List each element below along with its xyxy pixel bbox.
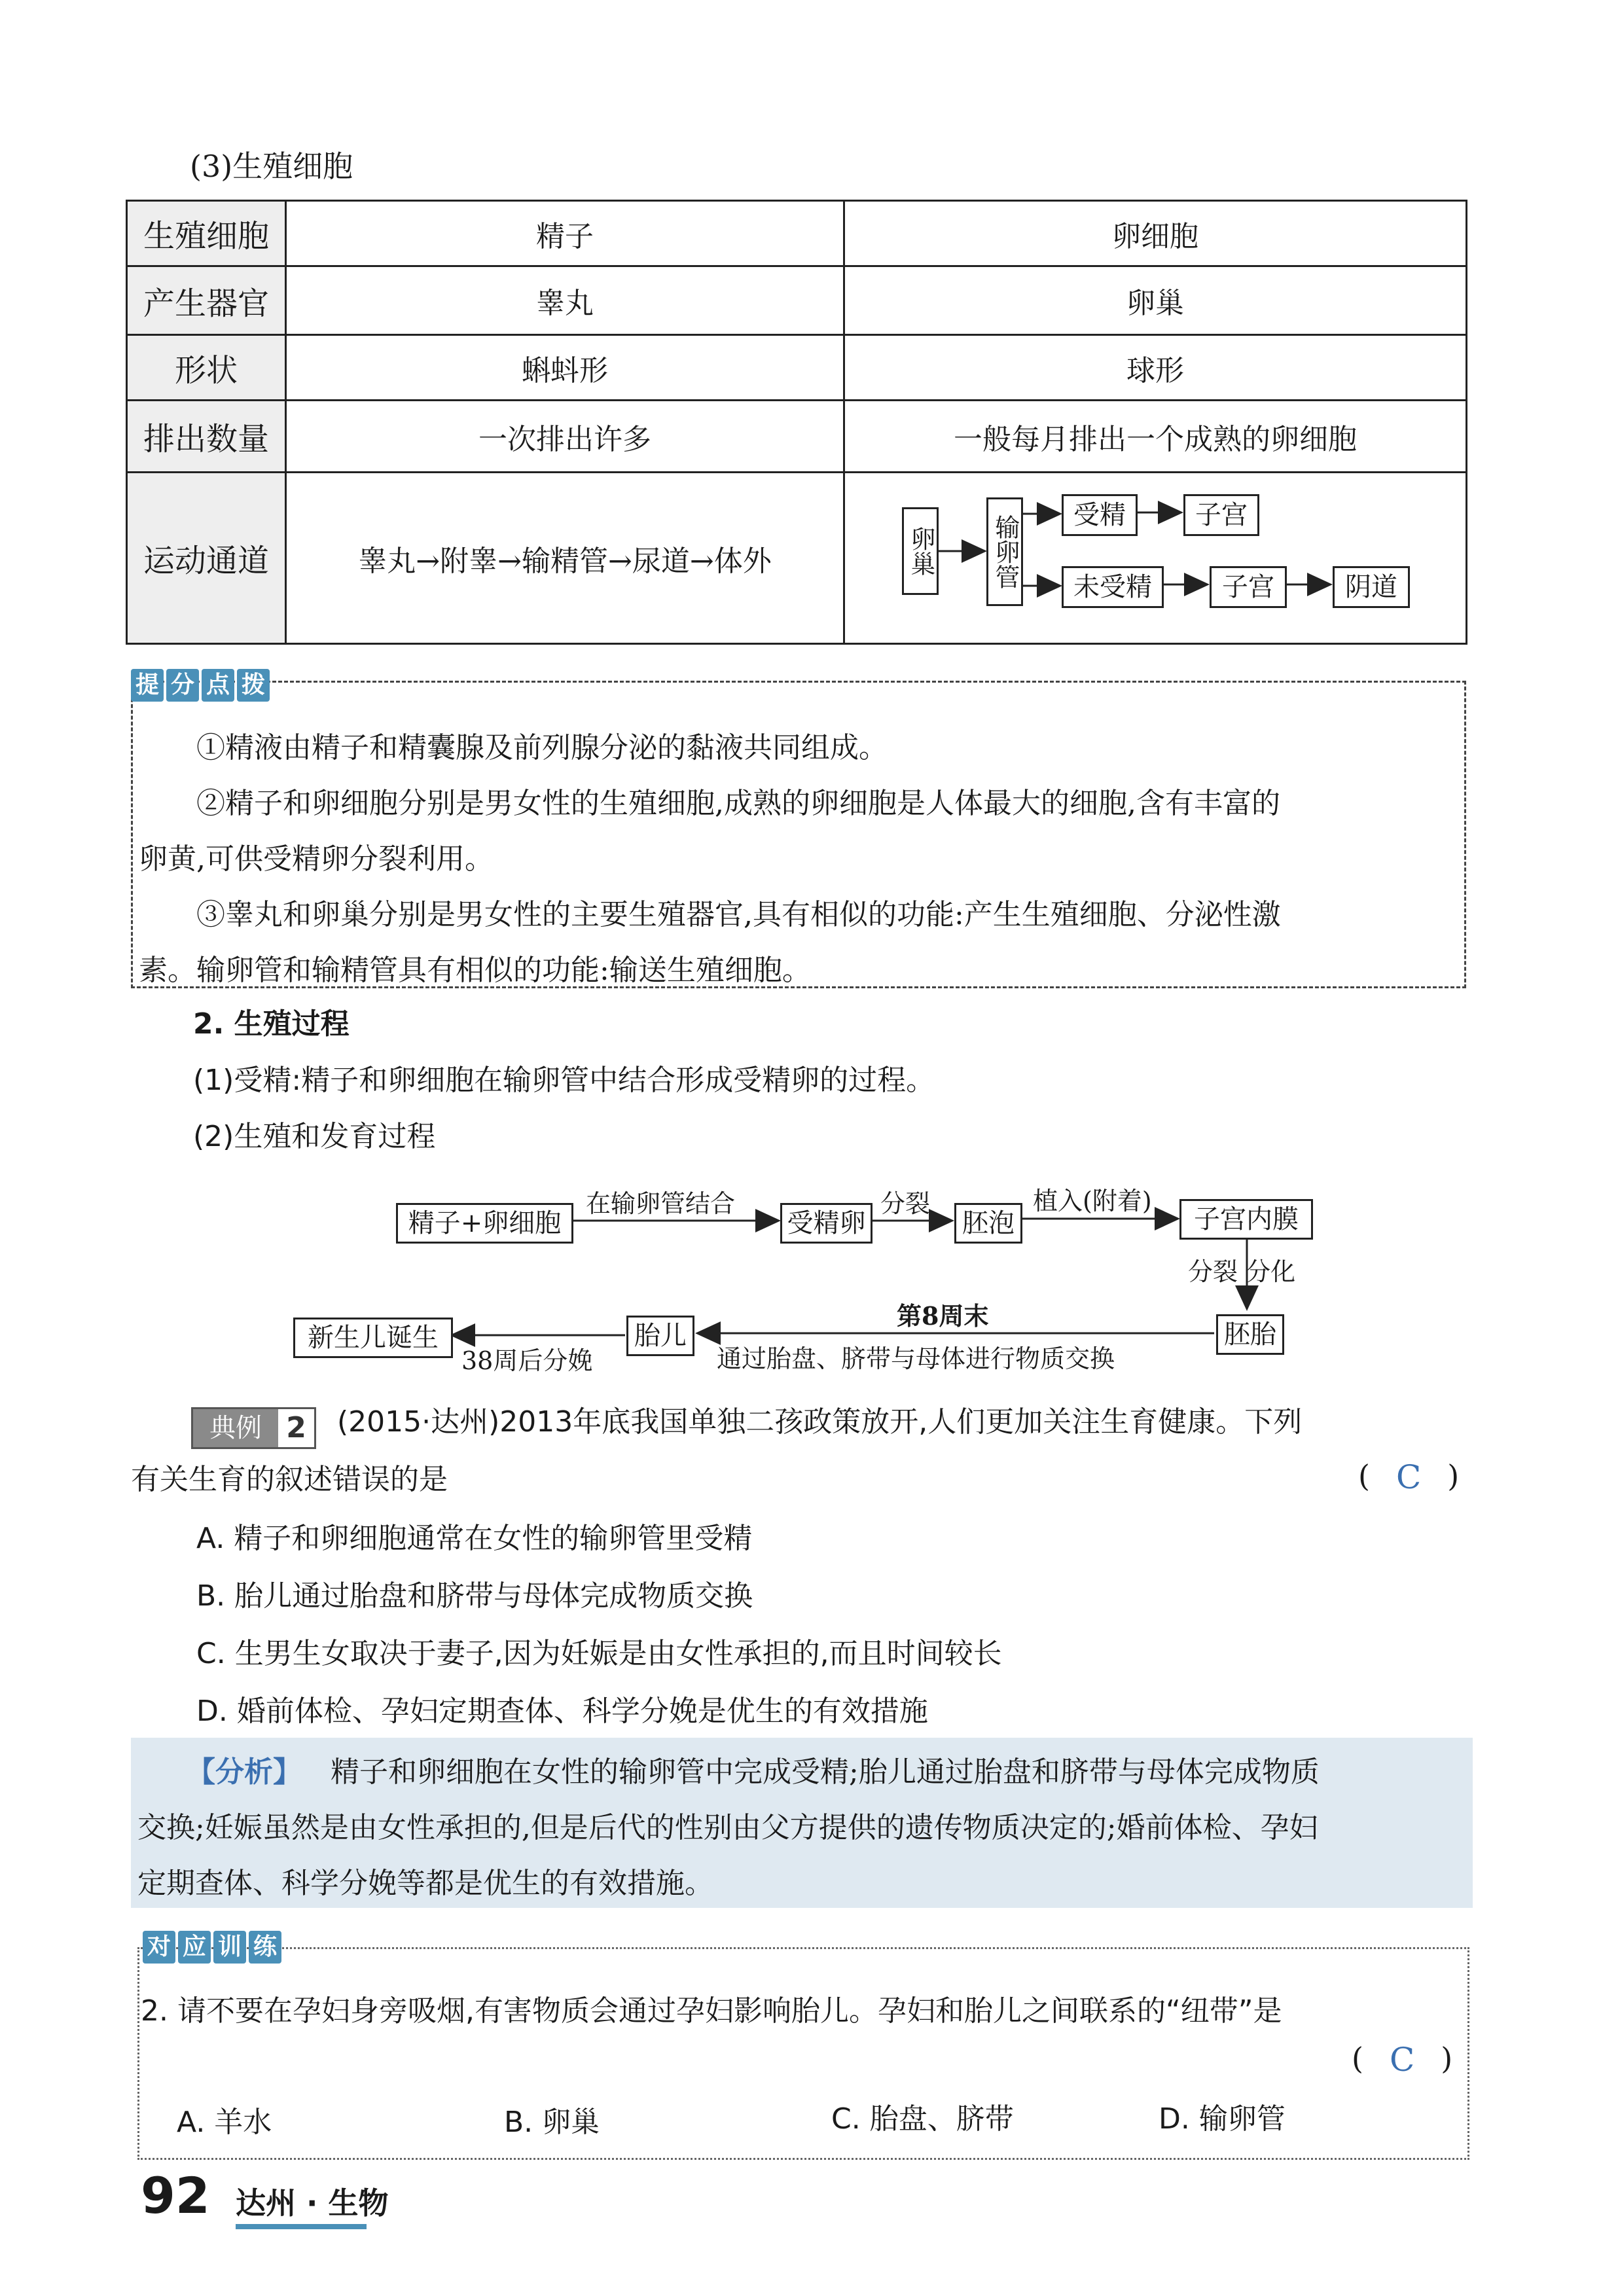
- flow-label: 植入(附着): [1033, 1187, 1152, 1215]
- oviduct-label: 输卵管: [990, 514, 1020, 589]
- footer-accent-bar: [236, 2224, 367, 2229]
- tip-paragraph: 素。输卵管和输精管具有相似的功能:输送生殖细胞。: [139, 954, 811, 987]
- tag-char: 应: [178, 1931, 211, 1964]
- bracket-close: ): [1447, 1458, 1460, 1494]
- cell-female: 卵细胞: [844, 201, 1467, 266]
- example-label: 典例: [193, 1409, 278, 1447]
- tag-char: 提: [131, 669, 164, 702]
- flow-label: 分裂 分化: [1188, 1257, 1296, 1286]
- practice-tag: [143, 1931, 281, 1964]
- flow-endometrium: 子宫内膜: [1179, 1199, 1313, 1240]
- bracket-close: ): [1441, 2041, 1453, 2076]
- flow-label: 38周后分娩: [461, 1346, 593, 1375]
- cell-male: 蝌蚪形: [286, 335, 844, 401]
- tag-char: 练: [249, 1931, 281, 1964]
- option: C. 胎盘、脐带: [831, 2102, 1014, 2136]
- option: D. 婚前体检、孕妇定期查体、科学分娩是优生的有效措施: [196, 1695, 928, 1728]
- tip-paragraph: ①精液由精子和精囊腺及前列腺分泌的黏液共同组成。: [196, 731, 888, 764]
- flow-sperm-egg: 精子+卵细胞: [396, 1203, 573, 1244]
- flow-label: 第8周末: [897, 1301, 989, 1331]
- flow-blastocyst: 胚泡: [954, 1203, 1022, 1244]
- option: B. 卵巢: [504, 2106, 600, 2139]
- question-stem: (2015·达州)2013年底我国单独二孩政策放开,人们更加关注生育健康。下列: [337, 1405, 1303, 1439]
- row-header: 生殖细胞: [127, 201, 286, 266]
- flow-label: 在输卵管结合: [586, 1189, 736, 1218]
- ovary-label: 卵巢: [906, 526, 935, 576]
- tag-char: 对: [143, 1931, 175, 1964]
- page-number: 92: [141, 2166, 210, 2225]
- flow-zygote: 受精卵: [780, 1203, 872, 1244]
- vagina-box: 阴道: [1333, 566, 1410, 608]
- bracket-open: (: [1358, 1458, 1370, 1494]
- oviduct-box: [986, 497, 1023, 606]
- cell-male: 一次排出许多: [286, 401, 844, 473]
- fertilized-box: 受精: [1062, 494, 1138, 536]
- option: A. 精子和卵细胞通常在女性的输卵管里受精: [196, 1522, 753, 1555]
- row-header: 产生器官: [127, 266, 286, 335]
- flow-embryo: 胚胎: [1216, 1314, 1284, 1355]
- analysis-label: 【分析】: [187, 1755, 302, 1789]
- flow-fetus: 胎儿: [626, 1316, 694, 1356]
- uterus-box: 子宫: [1183, 494, 1259, 536]
- flow-label: 通过胎盘、脐带与母体进行物质交换: [717, 1344, 1115, 1373]
- cell-male: 睾丸: [286, 266, 844, 335]
- cell-male: 精子: [286, 201, 844, 266]
- answer-bracket: [1352, 2041, 1452, 2079]
- section-title: (3)生殖细胞: [190, 149, 353, 184]
- example-tag: [191, 1407, 316, 1449]
- answer: C: [1395, 1458, 1422, 1496]
- tip-paragraph: ②精子和卵细胞分别是男女性的生殖细胞,成熟的卵细胞是人体最大的细胞,含有丰富的: [196, 787, 1280, 820]
- option: B. 胎儿通过胎盘和脐带与母体完成物质交换: [196, 1579, 753, 1613]
- analysis-text: 交换;妊娠虽然是由女性承担的,但是后代的性别由父方提供的遗传物质决定的;婚前体检、孕妇: [137, 1811, 1318, 1844]
- flow-newborn: 新生儿诞生: [293, 1318, 453, 1358]
- cell-male-path: 睾丸→附睾→输精管→尿道→体外: [286, 473, 844, 644]
- row-header: 排出数量: [127, 401, 286, 473]
- answer-bracket: [1358, 1458, 1459, 1496]
- cell-female: 球形: [844, 335, 1467, 401]
- option: C. 生男生女取决于妻子,因为妊娠是由女性承担的,而且时间较长: [196, 1637, 1002, 1670]
- option: D. 输卵管: [1159, 2102, 1286, 2136]
- unfertilized-box: 未受精: [1062, 566, 1164, 608]
- process-line: (1)受精:精子和卵细胞在输卵管中结合形成受精卵的过程。: [193, 1064, 935, 1097]
- uterus-box-2: 子宫: [1210, 566, 1287, 608]
- row-header: 形状: [127, 335, 286, 401]
- tag-char: 拨: [237, 669, 270, 702]
- footer-subject: 达州 · 生物: [236, 2185, 389, 2221]
- example-number: 2: [278, 1409, 314, 1447]
- cell-female: 一般每月排出一个成熟的卵细胞: [844, 401, 1467, 473]
- bracket-open: (: [1352, 2041, 1363, 2076]
- flow-label: 分裂: [880, 1189, 931, 1218]
- process-line: (2)生殖和发育过程: [193, 1120, 436, 1153]
- option: A. 羊水: [177, 2106, 272, 2139]
- tag-char: 点: [202, 669, 234, 702]
- analysis-text: 定期查体、科学分娩等都是优生的有效措施。: [137, 1867, 713, 1900]
- tag-char: 分: [166, 669, 199, 702]
- tip-tag: [131, 669, 270, 702]
- section-heading: 2. 生殖过程: [193, 1007, 350, 1041]
- tip-paragraph: ③睾丸和卵巢分别是男女性的主要生殖器官,具有相似的功能:产生生殖细胞、分泌性激: [196, 898, 1281, 931]
- tip-paragraph: 卵黄,可供受精卵分裂利用。: [139, 842, 494, 876]
- tag-char: 训: [213, 1931, 246, 1964]
- row-header: 运动通道: [127, 473, 286, 644]
- analysis-text: 精子和卵细胞在女性的输卵管中完成受精;胎儿通过胎盘和脐带与母体完成物质: [331, 1755, 1320, 1789]
- ovary-box: [902, 507, 939, 595]
- practice-question: 2. 请不要在孕妇身旁吸烟,有害物质会通过孕妇影响胎儿。孕妇和胎儿之间联系的“纽带”是: [141, 1994, 1282, 2028]
- answer: C: [1389, 2041, 1415, 2079]
- cell-female: 卵巢: [844, 266, 1467, 335]
- question-stem: 有关生育的叙述错误的是: [131, 1463, 448, 1496]
